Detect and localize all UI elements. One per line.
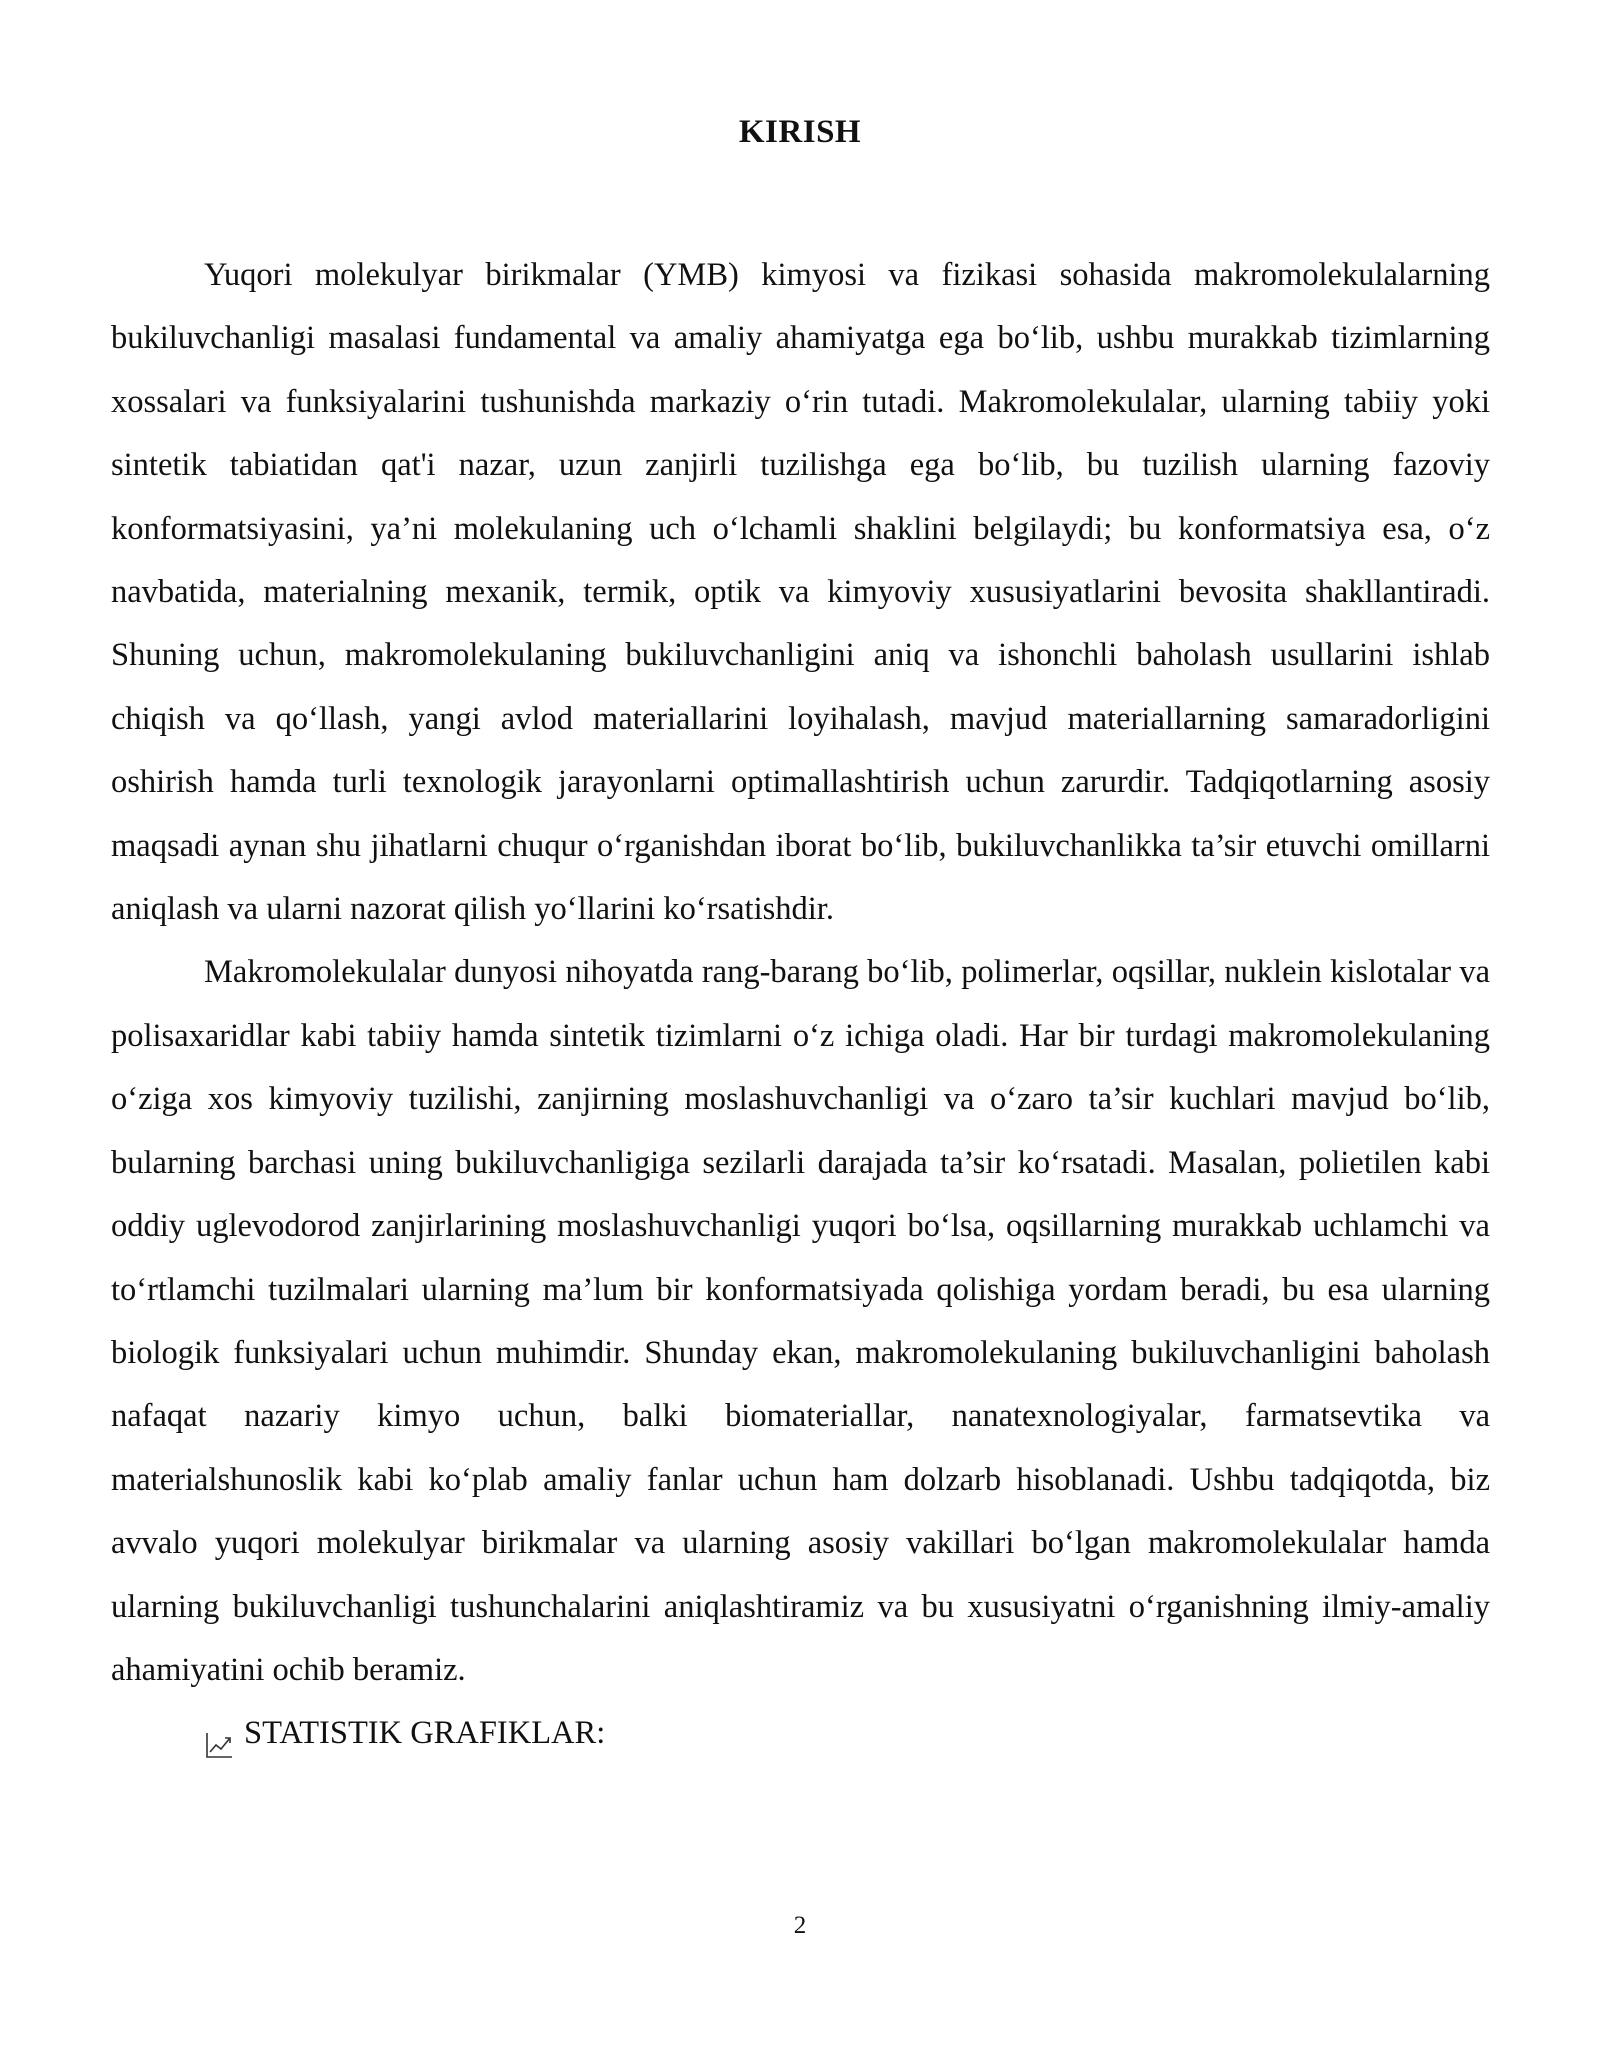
page-title: KIRISH <box>738 114 862 150</box>
paragraph-1: Yuqori molekulyar birikmalar (YMB) kimyosi va fizikasi sohasida makromolekulalarning bukiluvchanligi masalasi fundamental va amaliy ahamiyatga ega bo‘lib, ushbu murakkab tizimlarning xossalari va funksiyalarini tushunishda markaziy o‘rin tutadi. Makromolekulalar, ularning tabiiy yoki sintetik tabiatidan qat'i nazar, uzun zanjirli tuzilishga ega bo‘lib, bu tuzilish ularning fazoviy konformatsiyasini, ya’ni molekulaning uch o‘lchamli shaklini belgilaydi; bu konformatsiya esa, o‘z navbatida, materialning mexanik, termik, optik va kimyoviy xususiyatlarini bevosita shakllantiradi. Shuning uchun, makromolekulaning bukiluvchanligini aniq va ishonchli baholash usullarini ishlab chiqish va qo‘llash, yangi avlod materiallarini loyihalash, mavjud materiallarning samaradorligini oshirish hamda turli texnologik jarayonlarni optimallashtirish uchun zarurdir. Tadqiqotlarning asosiy maqsadi aynan shu jihatlarni chuqur o‘rganishdan iborat bo‘lib, bukiluvchanlikka ta’sir etuvchi omillarni aniqlash va ularni nazorat qilish yo‘llarini ko‘rsatishdir. <box>111 257 1490 928</box>
paragraph-2: Makromolekulalar dunyosi nihoyatda rang-barang bo‘lib, polimerlar, oqsillar, nuklein kislotalar va polisaxaridlar kabi tabiiy hamda sintetik tizimlarni o‘z ichiga oladi. Har bir turdagi makromolekulaning o‘ziga xos kimyoviy tuzilishi, zanjirning moslashuvchanligi va o‘zaro ta’sir kuchlari mavjud bo‘lib, bularning barchasi uning bukiluvchanligiga sezilarli darajada ta’sir ko‘rsatadi. Masalan, polietilen kabi oddiy uglevodorod zanjirlarining moslashuvchanligi yuqori bo‘lsa, oqsillarning murakkab uchlamchi va to‘rtlamchi tuzilmalari ularning ma’lum bir konformatsiyada qolishiga yordam beradi, bu esa ularning biologik funksiyalari uchun muhimdir. Shunday ekan, makromolekulaning bukiluvchanligini baholash nafaqat nazariy kimyo uchun, balki biomateriallar, nanatexnologiyalar, farmatsevtika va materialshunoslik kabi ko‘plab amaliy fanlar uchun ham dolzarb hisoblanadi. Ushbu tadqiqotda, biz avvalo yuqori molekulyar birikmalar va ularning asosiy vakillari bo‘lgan makromolekulalar hamda ularning bukiluvchanligi tushunchalarini aniqlashtiramiz va bu xususiyatni o‘rganishning ilmiy-amaliy ahamiyatini ochib beramiz. <box>111 954 1490 1688</box>
statistics-heading-label: STATISTIK GRAFIKLAR: <box>244 1715 606 1752</box>
document-body <box>111 244 1490 1766</box>
statistics-heading <box>111 1702 1490 1765</box>
chart-increasing-icon <box>204 1719 234 1749</box>
page-number: 2 <box>793 1912 807 1939</box>
